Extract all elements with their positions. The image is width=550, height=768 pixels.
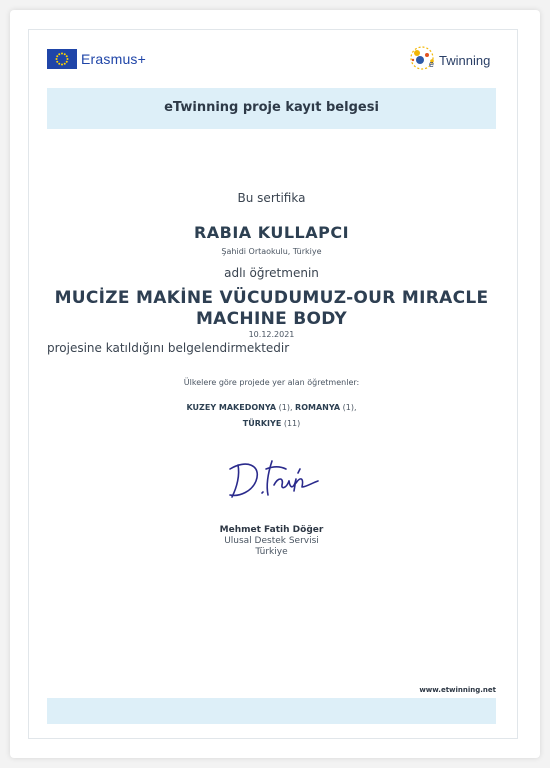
erasmus-logo xyxy=(47,48,146,70)
etwinning-label: Twinning xyxy=(439,52,491,68)
country-item: ROMANYA (1), xyxy=(295,403,357,412)
etwinning-star-icon xyxy=(408,45,436,75)
teacher-name: RABIA KULLAPCI xyxy=(193,223,350,242)
intro-text: Bu sertifika xyxy=(237,191,306,205)
svg-text:e: e xyxy=(429,59,435,69)
country-item: TÜRKIYE (11) xyxy=(242,419,301,428)
title-band xyxy=(47,88,496,129)
certify-text: projesine katıldığını belgelendirmektedir xyxy=(47,341,290,355)
project-title: MUCİZE MAKİNE VÜCUDUMUZ-OUR MIRACLE MACHINE BODY xyxy=(54,288,489,329)
signer-name: Mehmet Fatih Döğer xyxy=(219,525,324,535)
countries-heading: Ülkelere göre projede yer alan öğretmenler: xyxy=(183,378,360,387)
erasmus-label: Erasmus+ xyxy=(81,51,147,67)
project-date: 10.12.2021 xyxy=(248,330,295,339)
teacher-suffix: adlı öğretmenin xyxy=(224,266,319,280)
eu-flag-icon xyxy=(47,49,77,69)
footer-band xyxy=(47,698,496,724)
signature xyxy=(226,455,326,509)
country-item: KUZEY MAKEDONYA (1), xyxy=(186,403,293,412)
certificate-title: eTwinning proje kayıt belgesi xyxy=(164,100,379,115)
school-name: Şahidi Ortaokulu, Türkiye xyxy=(221,247,322,256)
countries-list xyxy=(47,400,496,432)
website-url: www.etwinning.net xyxy=(419,686,496,694)
signer-service: Ulusal Destek Servisi xyxy=(224,536,319,546)
etwinning-logo xyxy=(408,47,490,73)
signer-country: Türkiye xyxy=(255,547,288,557)
